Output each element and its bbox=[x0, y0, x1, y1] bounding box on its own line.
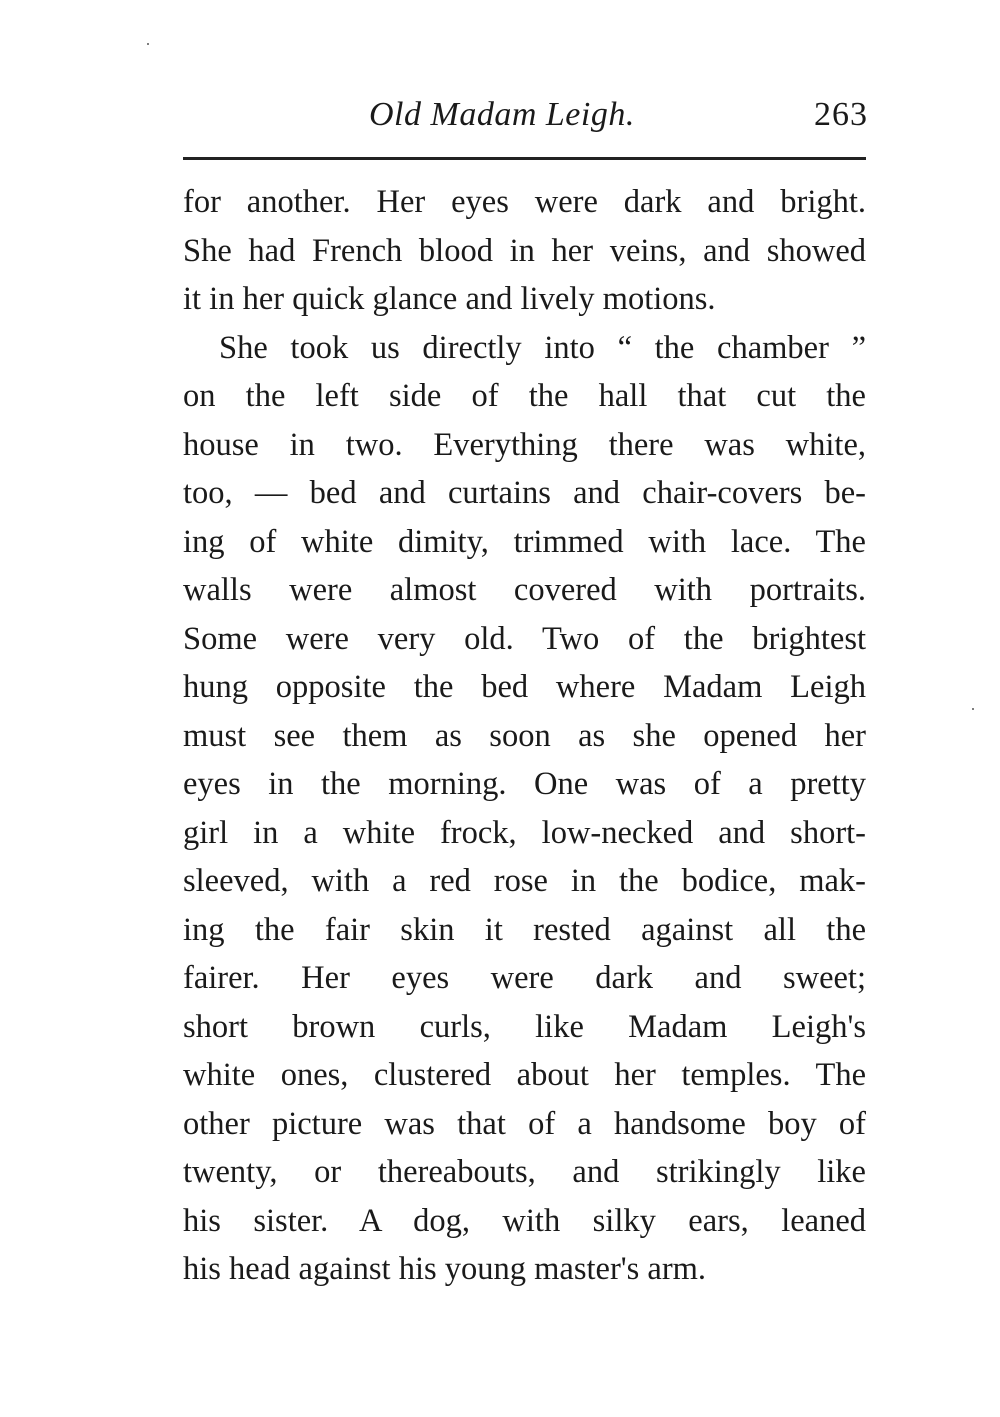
page-header bbox=[183, 96, 868, 146]
text-line: his sister. A dog, with silky ears, leaned bbox=[183, 1202, 866, 1239]
text-line: twenty, or thereabouts, and strikingly like bbox=[183, 1154, 866, 1190]
text-line: ing of white dimity, trimmed with lace. The bbox=[183, 523, 866, 560]
text-line: ing the fair skin it rested against all the bbox=[183, 911, 866, 948]
paragraph-first-line: She took us directly into “ the chamber ” bbox=[219, 329, 866, 366]
header-rule bbox=[183, 157, 866, 160]
text-line: She had French blood in her veins, and showed bbox=[183, 232, 866, 269]
text-line: other picture was that of a handsome boy of bbox=[183, 1105, 866, 1142]
text-line: it in her quick glance and lively motions. bbox=[183, 281, 716, 317]
scan-speck bbox=[972, 708, 974, 710]
text-line: sleeved, with a red rose in the bodice, mak- bbox=[183, 863, 866, 899]
text-line: his head against his young master's arm. bbox=[183, 1251, 707, 1287]
text-line: too, — bed and curtains and chair-covers be- bbox=[183, 475, 866, 511]
text-line: girl in a white frock, low-necked and short- bbox=[183, 814, 866, 851]
text-line: for another. Her eyes were dark and bright. bbox=[183, 184, 866, 220]
text-line: Some were very old. Two of the brightest bbox=[183, 620, 866, 657]
text-line: short brown curls, like Madam Leigh's bbox=[183, 1008, 866, 1045]
scan-speck bbox=[147, 43, 149, 45]
page-number: 263 bbox=[814, 96, 868, 133]
running-title: Old Madam Leigh. bbox=[369, 96, 635, 133]
text-line: eyes in the morning. One was of a pretty bbox=[183, 766, 866, 802]
text-line: must see them as soon as she opened her bbox=[183, 717, 866, 754]
text-line: house in two. Everything there was white, bbox=[183, 426, 866, 463]
body-text bbox=[183, 178, 866, 1294]
text-line: fairer. Her eyes were dark and sweet; bbox=[183, 960, 866, 996]
text-line: on the left side of the hall that cut the bbox=[183, 378, 866, 414]
text-line: hung opposite the bed where Madam Leigh bbox=[183, 669, 866, 705]
text-line: walls were almost covered with portraits. bbox=[183, 572, 866, 608]
text-line: white ones, clustered about her temples. The bbox=[183, 1057, 866, 1093]
